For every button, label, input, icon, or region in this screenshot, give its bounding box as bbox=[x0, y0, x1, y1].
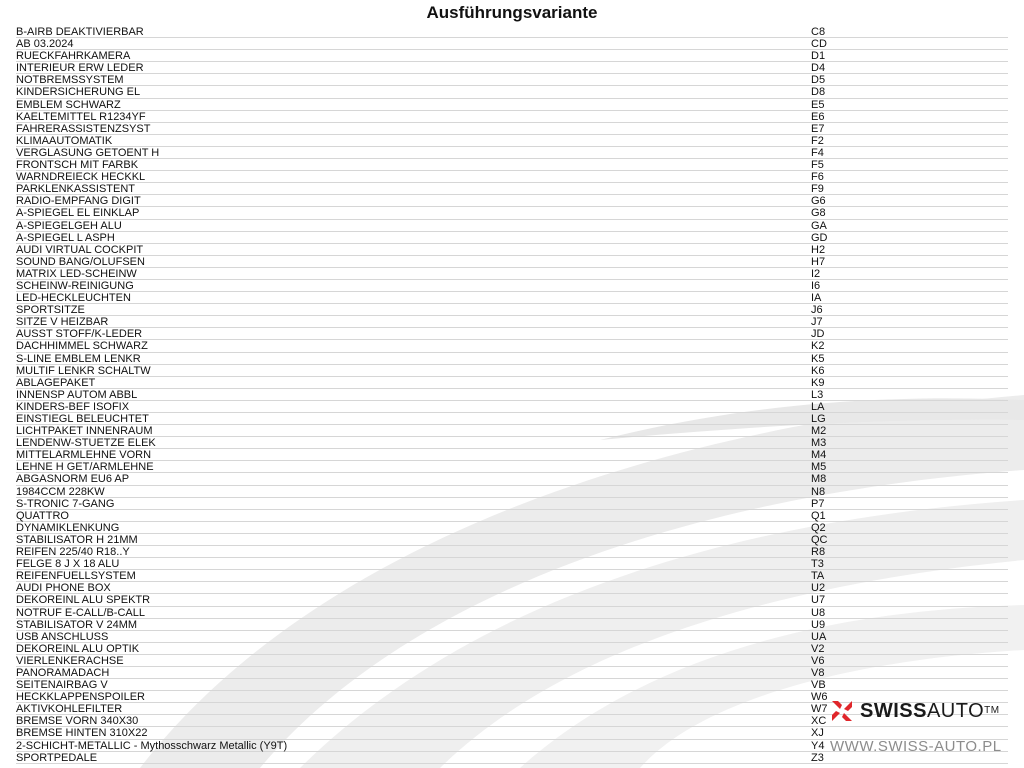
option-name: ABLAGEPAKET bbox=[16, 376, 96, 389]
option-code: F4 bbox=[811, 146, 824, 159]
option-code: M5 bbox=[811, 461, 827, 474]
option-name: S-LINE EMBLEM LENKR bbox=[16, 352, 141, 365]
option-name: DACHHIMMEL SCHWARZ bbox=[16, 340, 148, 353]
option-code: M2 bbox=[811, 425, 827, 438]
option-code: H7 bbox=[811, 255, 826, 268]
option-code: XC bbox=[811, 715, 827, 728]
option-code: I2 bbox=[811, 267, 821, 280]
option-name: QUATTRO bbox=[16, 509, 69, 522]
option-code: K6 bbox=[811, 364, 825, 377]
option-code: K9 bbox=[811, 376, 825, 389]
option-name: 1984CCM 228KW bbox=[16, 485, 105, 498]
option-name: VERGLASUNG GETOENT H bbox=[16, 146, 160, 159]
option-name: AUDI PHONE BOX bbox=[16, 582, 111, 595]
option-code: J7 bbox=[811, 316, 823, 329]
option-code: V8 bbox=[811, 666, 825, 679]
option-name: KLIMAAUTOMATIK bbox=[16, 134, 113, 147]
option-row bbox=[16, 655, 1008, 667]
option-name: LEHNE H GET/ARMLEHNE bbox=[16, 461, 154, 474]
option-row bbox=[16, 425, 1008, 437]
option-name: SCHEINW-REINIGUNG bbox=[16, 279, 134, 292]
option-row bbox=[16, 389, 1008, 401]
option-row bbox=[16, 498, 1008, 510]
option-row bbox=[16, 99, 1008, 111]
option-name: WARNDREIECK HECKKL bbox=[16, 171, 146, 184]
option-row bbox=[16, 171, 1008, 183]
option-row bbox=[16, 643, 1008, 655]
option-name: EINSTIEGL BELEUCHTET bbox=[16, 413, 149, 425]
option-code: V6 bbox=[811, 654, 825, 667]
option-list bbox=[16, 26, 1008, 764]
website-url: WWW.SWISS-AUTO.PL bbox=[830, 738, 1002, 755]
option-code: GA bbox=[811, 219, 827, 232]
option-name: INNENSP AUTOM ABBL bbox=[16, 388, 138, 401]
option-code: N8 bbox=[811, 485, 826, 498]
option-row bbox=[16, 207, 1008, 219]
option-code: R8 bbox=[811, 546, 826, 559]
option-row bbox=[16, 340, 1008, 352]
option-row bbox=[16, 183, 1008, 195]
option-code: GD bbox=[811, 231, 828, 244]
option-code: CD bbox=[811, 38, 827, 51]
option-code: JD bbox=[811, 328, 825, 341]
option-row bbox=[16, 401, 1008, 413]
option-row bbox=[16, 256, 1008, 268]
option-code: C8 bbox=[811, 26, 826, 38]
option-name: BREMSE VORN 340X30 bbox=[16, 715, 139, 728]
option-code: T3 bbox=[811, 558, 824, 571]
option-code: K5 bbox=[811, 352, 825, 365]
option-code: U2 bbox=[811, 582, 826, 595]
option-row bbox=[16, 123, 1008, 135]
option-row bbox=[16, 461, 1008, 473]
option-name: KINDERSICHERUNG EL bbox=[16, 86, 141, 99]
option-code: Q2 bbox=[811, 521, 826, 534]
option-row bbox=[16, 558, 1008, 570]
option-row bbox=[16, 74, 1008, 86]
option-name: PANORAMADACH bbox=[16, 666, 110, 679]
option-row bbox=[16, 316, 1008, 328]
option-name: REIFEN 225/40 R18..Y bbox=[16, 546, 130, 559]
option-name: A-SPIEGELGEH ALU bbox=[16, 219, 122, 232]
option-row bbox=[16, 594, 1008, 606]
option-row bbox=[16, 667, 1008, 679]
option-code: E7 bbox=[811, 122, 825, 135]
document-title: Ausführungsvariante bbox=[426, 3, 598, 22]
option-row bbox=[16, 449, 1008, 461]
option-row bbox=[16, 679, 1008, 691]
option-row bbox=[16, 413, 1008, 425]
option-code: D4 bbox=[811, 62, 826, 75]
option-code: TA bbox=[811, 570, 825, 583]
option-name: KAELTEMITTEL R1234YF bbox=[16, 110, 146, 123]
option-name: VIERLENKERACHSE bbox=[16, 654, 124, 667]
option-code: M3 bbox=[811, 437, 827, 450]
option-code: G8 bbox=[811, 207, 826, 220]
option-code: L3 bbox=[811, 388, 824, 401]
option-code: I6 bbox=[811, 279, 821, 292]
option-name: INTERIEUR ERW LEDER bbox=[16, 62, 144, 75]
option-row bbox=[16, 546, 1008, 558]
option-name: REIFENFUELLSYSTEM bbox=[16, 570, 136, 583]
option-name: B-AIRB DEAKTIVIERBAR bbox=[16, 26, 144, 38]
option-name: LED-HECKLEUCHTEN bbox=[16, 292, 131, 305]
option-code: Q1 bbox=[811, 509, 826, 522]
option-name: LICHTPAKET INNENRAUM bbox=[16, 425, 153, 438]
option-code: LA bbox=[811, 400, 825, 413]
option-row bbox=[16, 50, 1008, 62]
option-row bbox=[16, 328, 1008, 340]
option-row bbox=[16, 86, 1008, 98]
option-name: MATRIX LED-SCHEINW bbox=[16, 267, 137, 280]
option-name: BREMSE HINTEN 310X22 bbox=[16, 727, 148, 740]
option-code: V2 bbox=[811, 642, 825, 655]
option-name: SEITENAIRBAG V bbox=[16, 679, 108, 692]
option-row bbox=[16, 26, 1008, 38]
option-name: S-TRONIC 7-GANG bbox=[16, 497, 115, 510]
swissauto-logo-text bbox=[860, 699, 1000, 723]
option-name: EMBLEM SCHWARZ bbox=[16, 98, 121, 111]
option-row bbox=[16, 377, 1008, 389]
swissauto-watermark bbox=[830, 696, 1020, 766]
option-name: A-SPIEGEL L ASPH bbox=[16, 231, 115, 244]
option-code: M8 bbox=[811, 473, 827, 486]
option-name: SPORTPEDALE bbox=[16, 751, 98, 764]
option-code: J6 bbox=[811, 304, 823, 317]
option-code: U9 bbox=[811, 618, 826, 631]
option-row bbox=[16, 486, 1008, 498]
option-code: XJ bbox=[811, 727, 824, 740]
option-row bbox=[16, 280, 1008, 292]
option-code: F2 bbox=[811, 134, 824, 147]
option-row bbox=[16, 570, 1008, 582]
option-row bbox=[16, 582, 1008, 594]
option-code: E6 bbox=[811, 110, 825, 123]
option-name: NOTRUF E-CALL/B-CALL bbox=[16, 606, 145, 619]
option-name: STABILISATOR V 24MM bbox=[16, 618, 138, 631]
option-name: AUSST STOFF/K-LEDER bbox=[16, 328, 143, 341]
option-row bbox=[16, 607, 1008, 619]
option-row bbox=[16, 365, 1008, 377]
option-code: E5 bbox=[811, 98, 825, 111]
option-code: K2 bbox=[811, 340, 825, 353]
option-name: DYNAMIKLENKUNG bbox=[16, 521, 120, 534]
option-name: AUDI VIRTUAL COCKPIT bbox=[16, 243, 144, 256]
option-row bbox=[16, 244, 1008, 256]
option-row bbox=[16, 292, 1008, 304]
option-row bbox=[16, 195, 1008, 207]
option-code: Y4 bbox=[811, 739, 825, 752]
option-code: VB bbox=[811, 679, 826, 692]
red-pinwheel-icon bbox=[830, 699, 854, 723]
option-code: D5 bbox=[811, 74, 826, 87]
option-code: G6 bbox=[811, 195, 826, 208]
option-name: 2-SCHICHT-METALLIC - Mythosschwarz Metallic (Y9T) bbox=[16, 739, 288, 752]
option-name: HECKKLAPPENSPOILER bbox=[16, 691, 145, 704]
option-code: W7 bbox=[811, 703, 828, 716]
option-name: MITTELARMLEHNE VORN bbox=[16, 449, 152, 462]
option-name: RUECKFAHRKAMERA bbox=[16, 50, 131, 63]
option-name: USB ANSCHLUSS bbox=[16, 630, 109, 643]
option-row bbox=[16, 304, 1008, 316]
option-code: UA bbox=[811, 630, 827, 643]
option-name: LENDENW-STUETZE ELEK bbox=[16, 437, 156, 450]
trademark-mark: TM bbox=[984, 705, 1000, 716]
option-name: MULTIF LENKR SCHALTW bbox=[16, 364, 151, 377]
option-row bbox=[16, 510, 1008, 522]
option-code: P7 bbox=[811, 497, 825, 510]
option-code: D8 bbox=[811, 86, 826, 99]
option-name: SOUND BANG/OLUFSEN bbox=[16, 255, 145, 268]
option-row bbox=[16, 220, 1008, 232]
option-name: ABGASNORM EU6 AP bbox=[16, 473, 130, 486]
option-code: LG bbox=[811, 413, 826, 425]
option-code: Z3 bbox=[811, 751, 824, 764]
option-name: SITZE V HEIZBAR bbox=[16, 316, 109, 329]
option-name: FELGE 8 J X 18 ALU bbox=[16, 558, 120, 571]
brand-light: AUTO bbox=[926, 700, 985, 722]
option-row bbox=[16, 631, 1008, 643]
brand-strong: SWISS bbox=[860, 700, 927, 722]
option-code: IA bbox=[811, 292, 822, 305]
option-code: H2 bbox=[811, 243, 826, 256]
option-row bbox=[16, 522, 1008, 534]
option-code: D1 bbox=[811, 50, 826, 63]
option-row bbox=[16, 619, 1008, 631]
option-name: AB 03.2024 bbox=[16, 38, 74, 51]
option-name: DEKOREINL ALU SPEKTR bbox=[16, 594, 151, 607]
option-row bbox=[16, 159, 1008, 171]
option-code: F9 bbox=[811, 183, 824, 196]
option-code: U8 bbox=[811, 606, 826, 619]
option-code: F6 bbox=[811, 171, 824, 184]
option-row bbox=[16, 38, 1008, 50]
option-row bbox=[16, 135, 1008, 147]
option-name: STABILISATOR H 21MM bbox=[16, 533, 138, 546]
option-name: FAHRERASSISTENZSYST bbox=[16, 122, 151, 135]
option-row bbox=[16, 437, 1008, 449]
option-name: FRONTSCH MIT FARBK bbox=[16, 159, 139, 172]
option-row bbox=[16, 534, 1008, 546]
swissauto-logo bbox=[830, 698, 1000, 724]
option-code: F5 bbox=[811, 159, 824, 172]
option-name: RADIO-EMPFANG DIGIT bbox=[16, 195, 141, 208]
option-name: AKTIVKOHLEFILTER bbox=[16, 703, 123, 716]
option-row bbox=[16, 147, 1008, 159]
option-name: A-SPIEGEL EL EINKLAP bbox=[16, 207, 140, 220]
option-code: W6 bbox=[811, 691, 828, 704]
option-name: SPORTSITZE bbox=[16, 304, 85, 317]
option-row bbox=[16, 232, 1008, 244]
option-code: M4 bbox=[811, 449, 827, 462]
option-code: QC bbox=[811, 533, 828, 546]
option-name: KINDERS-BEF ISOFIX bbox=[16, 400, 130, 413]
option-name: PARKLENKASSISTENT bbox=[16, 183, 135, 196]
option-name: DEKOREINL ALU OPTIK bbox=[16, 642, 140, 655]
option-name: NOTBREMSSYSTEM bbox=[16, 74, 124, 87]
option-code: U7 bbox=[811, 594, 826, 607]
option-row bbox=[16, 111, 1008, 123]
option-row bbox=[16, 268, 1008, 280]
option-row bbox=[16, 353, 1008, 365]
option-row bbox=[16, 62, 1008, 74]
option-row bbox=[16, 473, 1008, 485]
